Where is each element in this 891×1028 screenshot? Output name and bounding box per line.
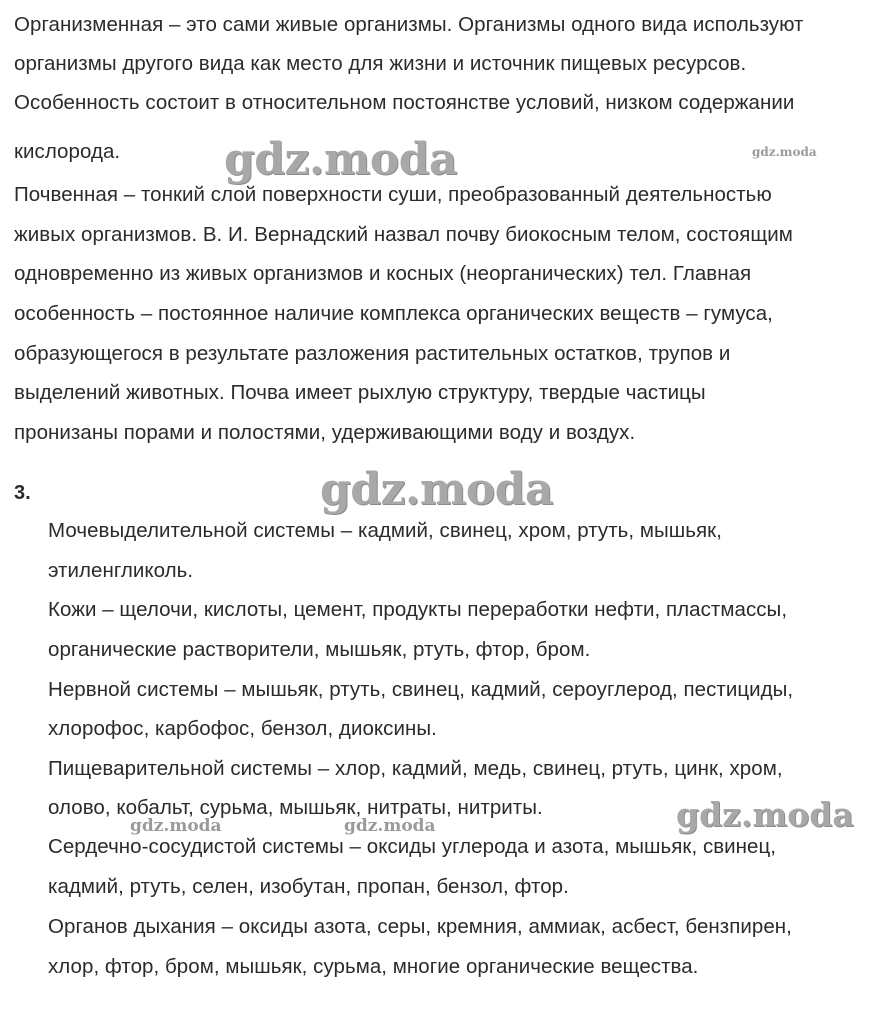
watermark-logo: gdz.moda	[320, 464, 554, 515]
watermark-logo: gdz.moda	[344, 816, 436, 836]
paragraph-line: кислорода.	[14, 140, 121, 163]
paragraph-line: этиленгликоль.	[48, 559, 194, 582]
paragraph-line: образующегося в результате разложения растительных остатков, трупов и	[14, 342, 731, 365]
paragraph-line: Мочевыделительной системы – кадмий, свинец, хром, ртуть, мышьяк,	[48, 519, 722, 542]
paragraph-line: Почвенная – тонкий слой поверхности суши, преобразованный деятельностью	[14, 183, 772, 206]
watermark-logo: gdz.moda	[676, 795, 854, 834]
paragraph-line: хлорофос, карбофос, бензол, диоксины.	[48, 717, 437, 740]
paragraph-line: организмы другого вида как место для жизни и источник пищевых ресурсов.	[14, 52, 747, 75]
paragraph-line: пронизаны порами и полостями, удерживающими воду и воздух.	[14, 421, 636, 444]
paragraph-line: Органов дыхания – оксиды азота, серы, кремния, аммиак, асбест, бензпирен,	[48, 915, 792, 938]
paragraph-line: органические растворители, мышьяк, ртуть, фтор, бром.	[48, 638, 591, 661]
section-number: 3.	[14, 482, 31, 504]
paragraph-line: хлор, фтор, бром, мышьяк, сурьма, многие органические вещества.	[48, 955, 699, 978]
paragraph-line: выделений животных. Почва имеет рыхлую структуру, твердые частицы	[14, 381, 706, 404]
paragraph-line: особенность – постоянное наличие комплекса органических веществ – гумуса,	[14, 302, 773, 325]
watermark-logo: gdz.moda	[752, 145, 817, 159]
paragraph-line: Сердечно-сосудистой системы – оксиды углерода и азота, мышьяк, свинец,	[48, 835, 777, 858]
watermark-logo: gdz.moda	[224, 134, 458, 185]
paragraph-line: Особенность состоит в относительном постоянстве условий, низком содержании	[14, 91, 795, 114]
paragraph-line: Нервной системы – мышьяк, ртуть, свинец, кадмий, сероуглерод, пестициды,	[48, 678, 794, 701]
paragraph-line: Пищеварительной системы – хлор, кадмий, медь, свинец, ртуть, цинк, хром,	[48, 757, 783, 780]
paragraph-line: Кожи – щелочи, кислоты, цемент, продукты переработки нефти, пластмассы,	[48, 598, 788, 621]
paragraph-line: кадмий, ртуть, селен, изобутан, пропан, бензол, фтор.	[48, 875, 569, 898]
paragraph-line: олово, кобальт, сурьма, мышьяк, нитраты, нитриты.	[48, 796, 543, 819]
watermark-logo: gdz.moda	[130, 816, 222, 836]
paragraph-line: живых организмов. В. И. Вернадский назвал почву биокосным телом, состоящим	[14, 223, 793, 246]
paragraph-line: Организменная – это сами живые организмы. Организмы одного вида используют	[14, 13, 804, 36]
paragraph-line: одновременно из живых организмов и косных (неорганических) тел. Главная	[14, 262, 752, 285]
